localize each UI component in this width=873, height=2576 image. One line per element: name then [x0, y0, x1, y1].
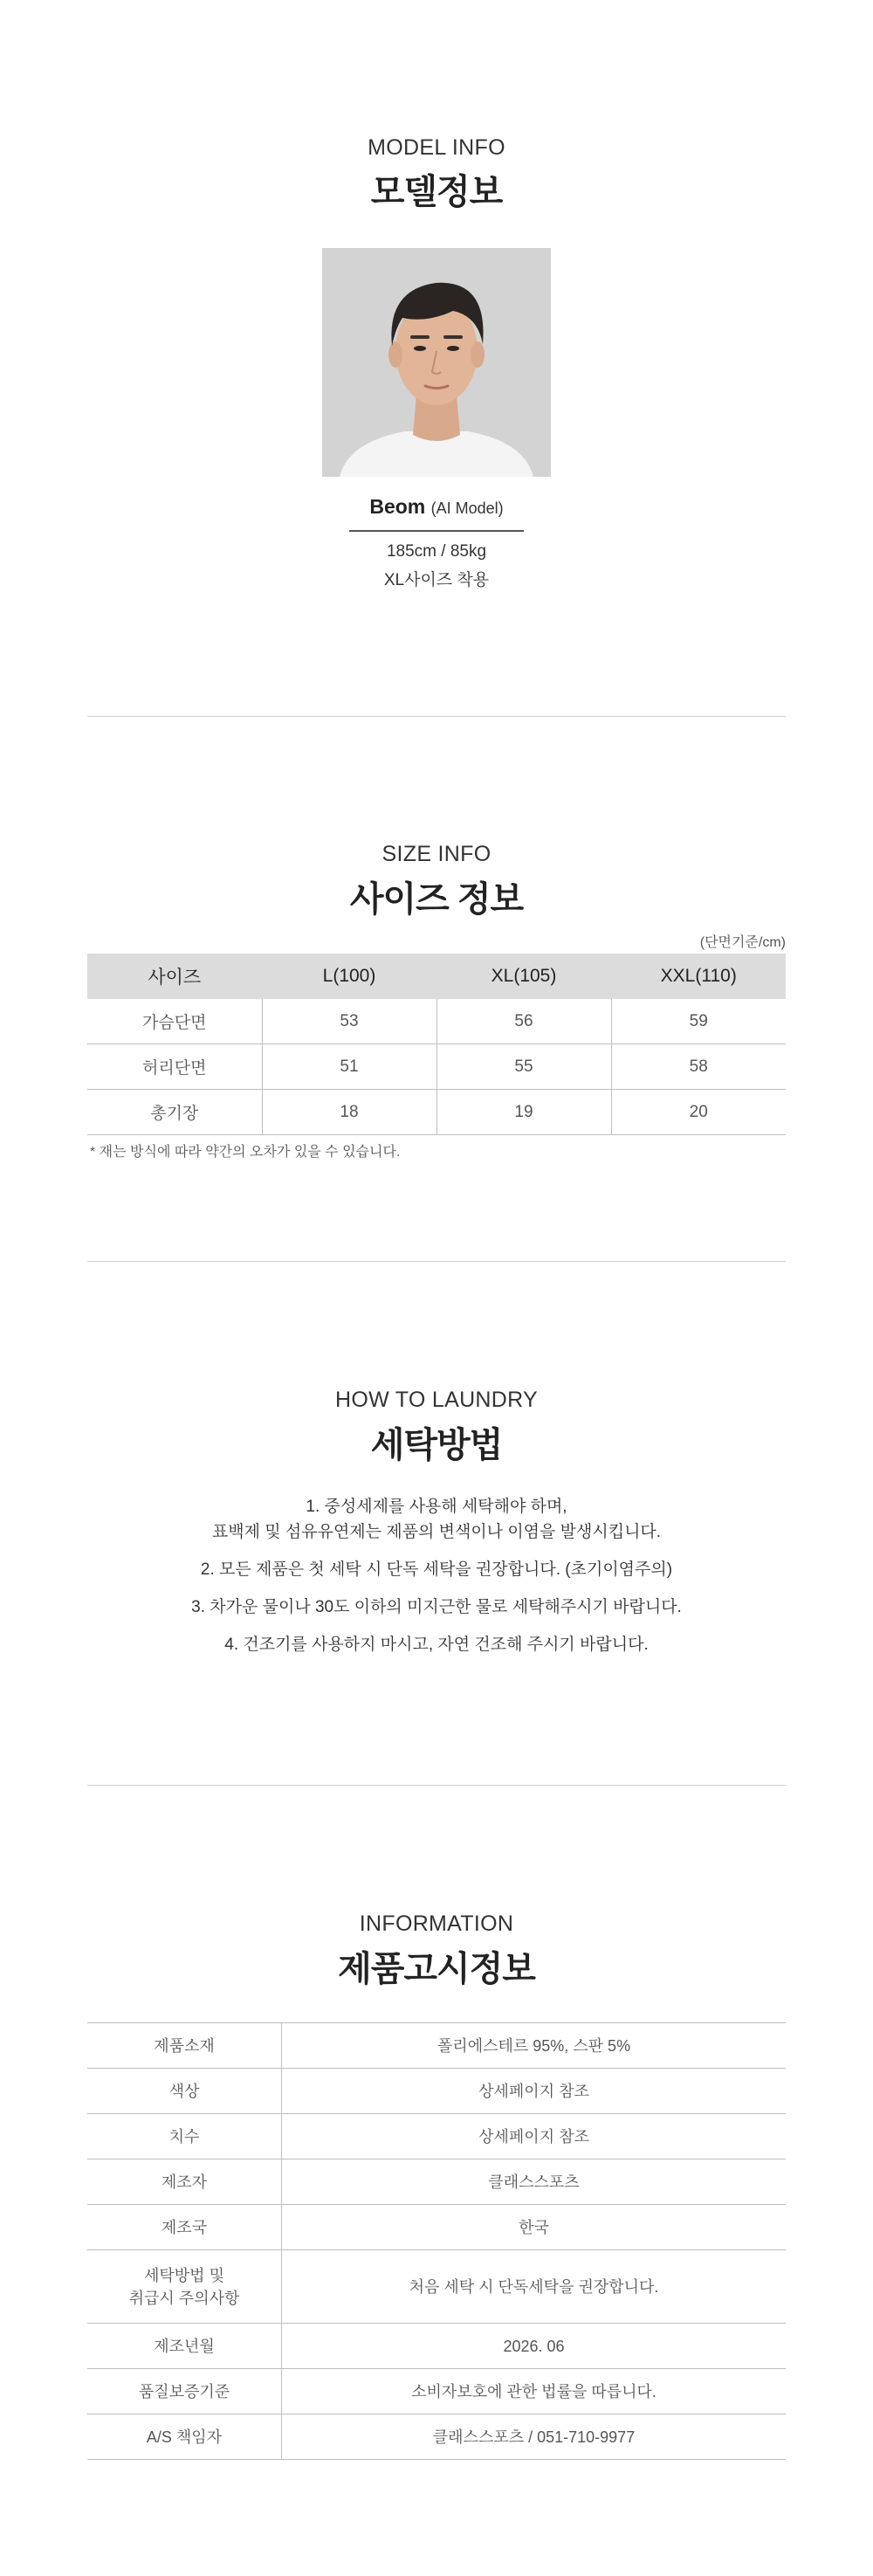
info-key: A/S 책임자 [87, 2414, 282, 2460]
laundry-item-2: 2. 모든 제품은 첫 세탁 시 단독 세탁을 권장합니다. (초기이염주의) [200, 1560, 673, 1579]
info-title: 제품고시정보 [338, 1950, 535, 1988]
model-title: 모델정보 [370, 173, 503, 211]
table-row [87, 2114, 786, 2159]
table-row [87, 2023, 786, 2069]
model-name-note: (AI Model) [430, 499, 504, 517]
size-row-label: 가슴단면 [87, 999, 262, 1044]
laundry-title: 세탁방법 [370, 1426, 503, 1464]
info-value: 폴리에스테르 95%, 스판 5% [282, 2023, 787, 2069]
laundry-item-4: 4. 건조기를 사용하지 마시고, 자연 건조해 주시기 바랍니다. [224, 1636, 649, 1654]
info-key [87, 2250, 282, 2324]
info-value: 상세페이지 참조 [282, 2069, 787, 2114]
info-value: 한국 [282, 2205, 787, 2250]
model-name-line [0, 495, 873, 519]
size-table-header [87, 954, 786, 999]
table-row [87, 1090, 786, 1135]
size-unit: (단면기준/cm) [699, 935, 786, 950]
size-header-cell: 사이즈 [87, 954, 262, 999]
size-cell: 56 [436, 999, 611, 1044]
size-cell: 51 [262, 1044, 436, 1090]
section-divider [87, 1785, 786, 1786]
table-row [87, 2159, 786, 2205]
info-key-line-1: 세탁방법 및 [144, 2266, 224, 2284]
size-cell: 55 [436, 1044, 611, 1090]
size-cell: 18 [262, 1090, 436, 1135]
size-cell: 58 [611, 1044, 786, 1090]
size-row-label: 허리단면 [87, 1044, 262, 1090]
size-row-label: 총기장 [87, 1090, 262, 1135]
size-cell: 20 [611, 1090, 786, 1135]
laundry-item-3: 3. 차가운 물이나 30도 이하의 미지근한 물로 세탁해주시기 바랍니다. [191, 1598, 682, 1616]
table-row [87, 2250, 786, 2324]
laundry-item-1a: 1. 중성세제를 사용해 세탁해야 하며, [306, 1498, 567, 1516]
model-photo [322, 248, 551, 477]
info-kicker: INFORMATION [359, 1911, 514, 1936]
size-title: 사이즈 정보 [349, 880, 524, 919]
size-cell: 59 [611, 999, 786, 1044]
size-header-cell: XL(105) [436, 954, 611, 999]
info-key-line-2: 취급시 주의사항 [128, 2289, 240, 2307]
model-kicker: MODEL INFO [368, 135, 505, 160]
info-value: 소비자보호에 관한 법률을 따릅니다. [282, 2369, 787, 2414]
laundry-kicker: HOW TO LAUNDRY [334, 1388, 539, 1412]
model-spec: 185cm / 85kg [386, 542, 487, 561]
table-row [87, 2205, 786, 2250]
info-value: 클래스스포츠 / 051-710-9977 [282, 2414, 787, 2460]
model-underline [349, 530, 524, 532]
size-table [87, 954, 786, 1135]
model-portrait-image [322, 248, 551, 477]
info-key: 색상 [87, 2069, 282, 2114]
info-key: 제조국 [87, 2205, 282, 2250]
info-key: 제조년월 [87, 2324, 282, 2369]
table-row [87, 2369, 786, 2414]
model-name: Beom [369, 495, 426, 518]
size-header-cell: XXL(110) [611, 954, 786, 999]
section-divider [87, 1261, 786, 1262]
size-cell: 19 [436, 1090, 611, 1135]
product-info-table [87, 2022, 786, 2460]
info-key: 치수 [87, 2114, 282, 2159]
info-key: 제조자 [87, 2159, 282, 2205]
section-divider [87, 716, 786, 717]
size-kicker: SIZE INFO [382, 842, 491, 866]
size-cell: 53 [262, 999, 436, 1044]
info-value: 클래스스포츠 [282, 2159, 787, 2205]
table-row [87, 1044, 786, 1090]
size-header-cell: L(100) [262, 954, 436, 999]
info-value: 처음 세탁 시 단독세탁을 권장합니다. [282, 2250, 787, 2324]
table-row [87, 2069, 786, 2114]
info-key: 품질보증기준 [87, 2369, 282, 2414]
model-size-worn: XL사이즈 착용 [383, 571, 490, 589]
laundry-item-1b: 표백제 및 섬유유연제는 제품의 변색이나 이염을 발생시킵니다. [211, 1523, 662, 1541]
table-row [87, 2414, 786, 2460]
info-value: 상세페이지 참조 [282, 2114, 787, 2159]
table-row [87, 999, 786, 1044]
info-value: 2026. 06 [282, 2324, 787, 2369]
size-note: * 재는 방식에 따라 약간의 오차가 있을 수 있습니다. [90, 1145, 401, 1160]
table-row [87, 2324, 786, 2369]
info-key: 제품소재 [87, 2023, 282, 2069]
